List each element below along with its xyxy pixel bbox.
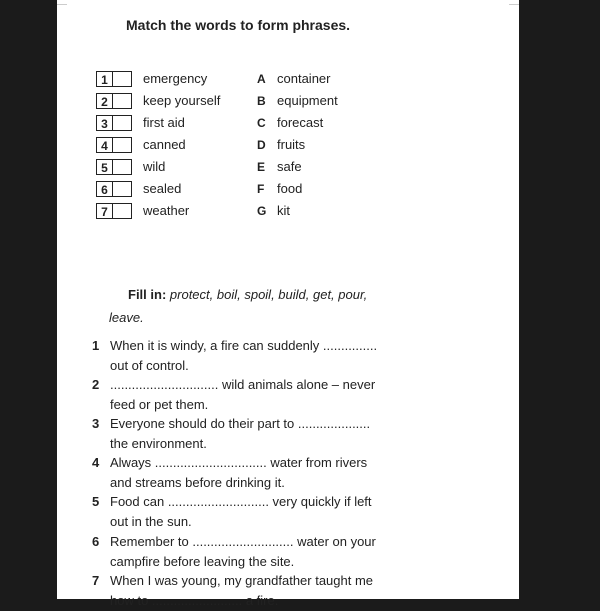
item-text-line1[interactable]: Always ............................... water from rivers xyxy=(110,455,368,470)
item-text-line2: and streams before drinking it. xyxy=(110,475,285,490)
answer-box[interactable] xyxy=(113,71,132,87)
option-letter: F xyxy=(257,182,265,196)
option-letter: B xyxy=(257,94,266,108)
item-text-line2: how to ......................... a fire. xyxy=(110,593,279,608)
answer-box[interactable] xyxy=(113,159,132,175)
item-number: 7 xyxy=(92,573,100,588)
match-row xyxy=(96,159,416,179)
worksheet-page xyxy=(57,0,519,608)
item-number: 2 xyxy=(96,93,113,109)
item-text-line1[interactable]: When I was young, my grandfather taught me xyxy=(110,573,374,588)
match-word: weather xyxy=(143,203,190,218)
item-text-line1[interactable]: When it is windy, a fire can suddenly ............... xyxy=(110,338,378,353)
answer-box[interactable] xyxy=(113,115,132,131)
item-text-line2: the environment. xyxy=(110,436,207,451)
item-text-line1[interactable]: Food can ............................ very quickly if left xyxy=(110,494,372,509)
match-row xyxy=(96,71,416,91)
option-word: equipment xyxy=(277,93,338,108)
match-word: sealed xyxy=(143,181,182,196)
item-number: 6 xyxy=(96,181,113,197)
answer-box[interactable] xyxy=(113,181,132,197)
fill-in-words-continued: leave. xyxy=(109,310,144,325)
match-word: first aid xyxy=(143,115,185,130)
item-text-line1[interactable]: .............................. wild animals alone – never xyxy=(110,377,376,392)
match-row xyxy=(96,93,416,113)
item-number: 1 xyxy=(92,338,100,353)
item-text-line1[interactable]: Remember to ............................ water on your xyxy=(110,534,376,549)
option-word: container xyxy=(277,71,331,86)
fill-in-title xyxy=(128,287,367,302)
match-row xyxy=(96,137,416,157)
item-text-line2: feed or pet them. xyxy=(110,397,209,412)
fill-in-words: protect, boil, spoil, build, get, pour, xyxy=(169,287,368,302)
answer-box[interactable] xyxy=(113,93,132,109)
option-word: fruits xyxy=(277,137,306,152)
match-row xyxy=(96,203,416,223)
item-number: 3 xyxy=(96,115,113,131)
answer-box[interactable] xyxy=(113,137,132,153)
item-number: 4 xyxy=(92,455,100,470)
match-word: emergency xyxy=(143,71,208,86)
fill-in-label: Fill in: xyxy=(128,287,167,302)
item-number: 6 xyxy=(92,534,100,549)
item-number: 1 xyxy=(96,71,113,87)
option-letter: A xyxy=(257,72,266,86)
item-number: 5 xyxy=(96,159,113,175)
item-number: 5 xyxy=(92,494,100,509)
item-number: 2 xyxy=(92,377,100,392)
exercise-title: Match the words to form phrases. xyxy=(126,17,351,33)
item-text-line2: out of control. xyxy=(110,358,189,373)
match-row xyxy=(96,115,416,135)
option-letter: D xyxy=(257,138,266,152)
match-word: wild xyxy=(143,159,166,174)
item-number: 7 xyxy=(96,203,113,219)
item-text-line2: out in the sun. xyxy=(110,514,192,529)
item-text-line1[interactable]: Everyone should do their part to .................... xyxy=(110,416,371,431)
item-number: 4 xyxy=(96,137,113,153)
option-letter: C xyxy=(257,116,266,130)
option-letter: E xyxy=(257,160,266,174)
option-word: forecast xyxy=(277,115,324,130)
option-word: kit xyxy=(277,203,290,218)
option-letter: G xyxy=(257,204,267,218)
answer-box[interactable] xyxy=(113,203,132,219)
page-corner-mark xyxy=(57,0,67,5)
option-word: safe xyxy=(277,159,302,174)
option-word: food xyxy=(277,181,303,196)
match-word: keep yourself xyxy=(143,93,221,108)
page-corner-mark xyxy=(509,0,519,5)
item-text-line2: campfire before leaving the site. xyxy=(110,554,295,569)
match-row xyxy=(96,181,416,201)
item-number: 3 xyxy=(92,416,100,431)
match-word: canned xyxy=(143,137,186,152)
